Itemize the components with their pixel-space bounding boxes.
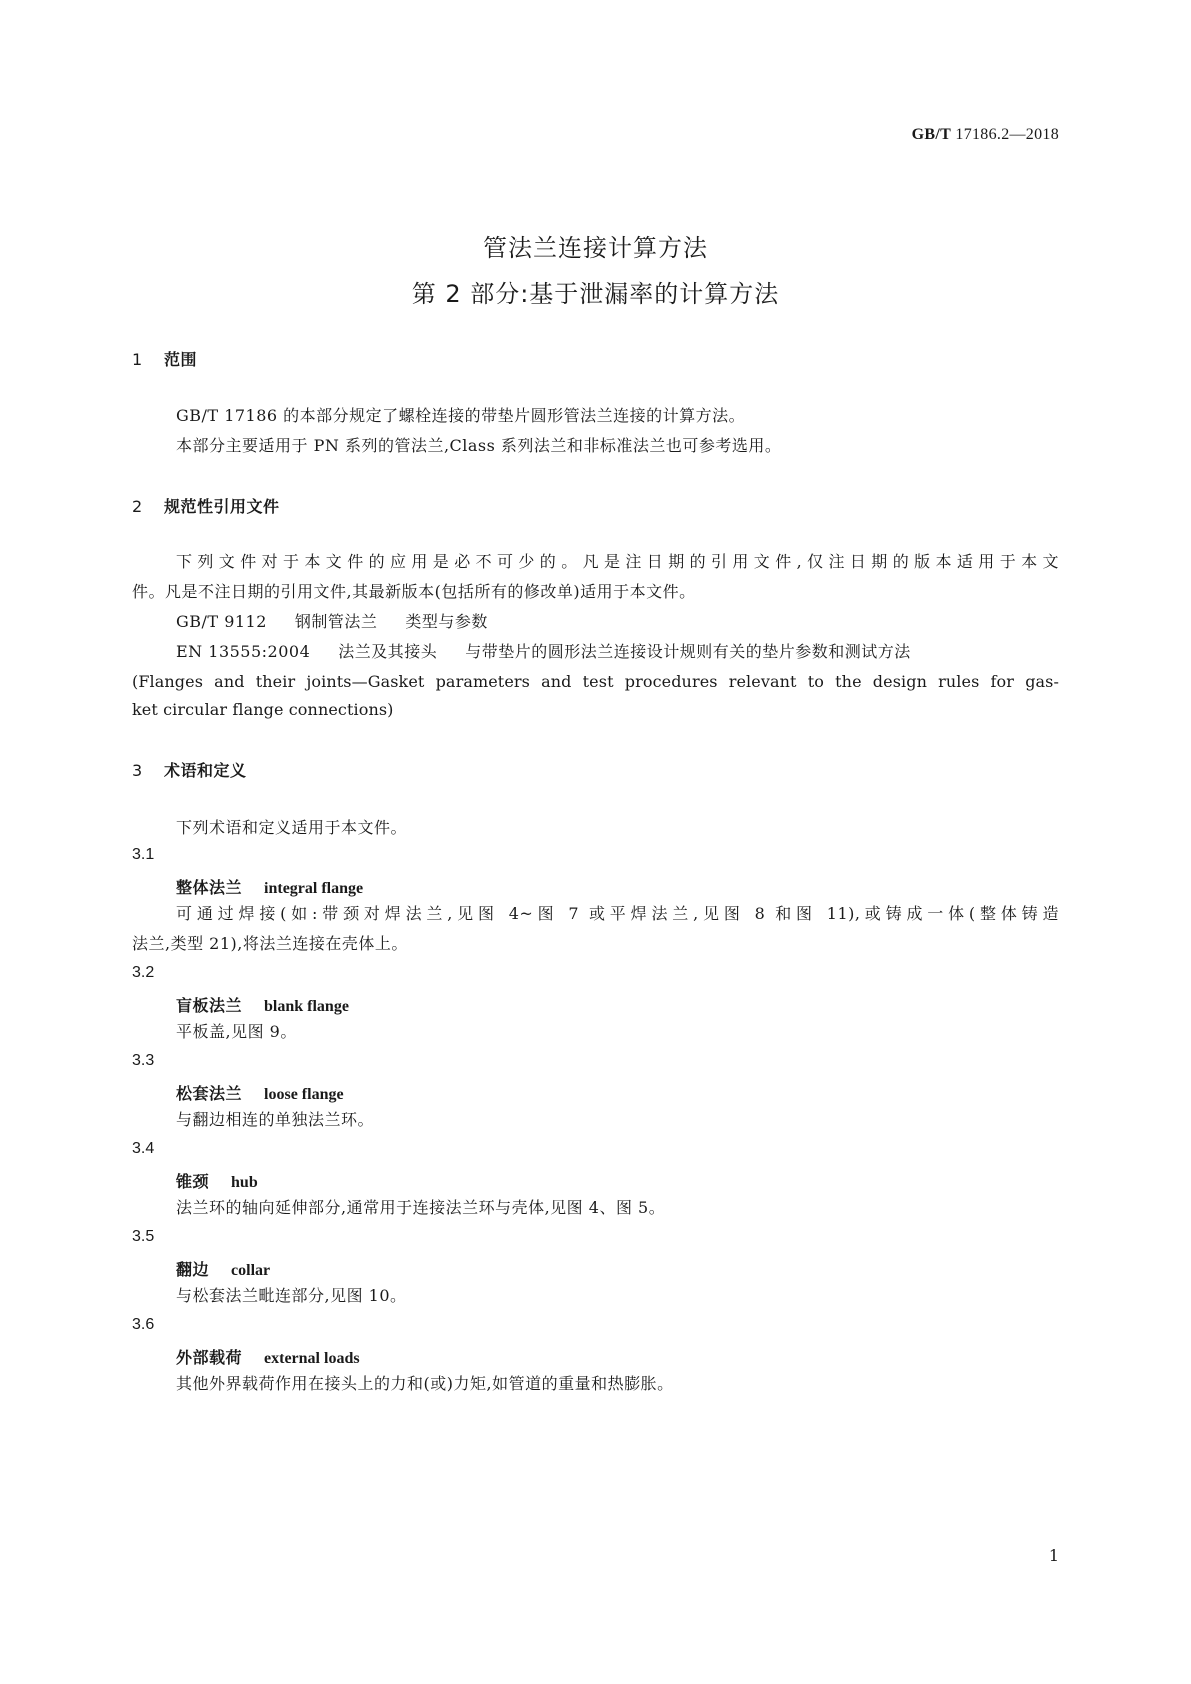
section-number: 3 xyxy=(132,761,143,780)
section-2-intro-line-1: 下列文件对于本文件的应用是必不可少的。凡是注日期的引用文件,仅注日期的版本适用于本文 xyxy=(176,552,1059,571)
term-chinese: 锥颈 xyxy=(176,1172,210,1191)
reference-title-a: 法兰及其接头 xyxy=(338,642,438,661)
term-heading xyxy=(176,1257,270,1280)
section-title: 规范性引用文件 xyxy=(164,497,280,516)
section-1-paragraph-1: GB/T 17186 的本部分规定了螺栓连接的带垫片圆形管法兰连接的计算方法。 xyxy=(176,406,746,425)
term-english: blank flange xyxy=(264,998,349,1015)
term-english: external loads xyxy=(264,1350,360,1367)
term-heading xyxy=(176,1081,344,1104)
term-english: integral flange xyxy=(264,880,364,897)
term-chinese: 松套法兰 xyxy=(176,1084,243,1103)
reference-gbt-9112 xyxy=(176,606,488,638)
term-chinese: 盲板法兰 xyxy=(176,996,243,1015)
term-definition: 法兰环的轴向延伸部分,通常用于连接法兰环与壳体,见图 4、图 5。 xyxy=(176,1198,666,1217)
reference-title-b: 与带垫片的圆形法兰连接设计规则有关的垫片参数和测试方法 xyxy=(465,642,911,661)
term-english: hub xyxy=(231,1174,258,1191)
document-title-line1: 管法兰连接计算方法 xyxy=(483,234,708,262)
section-2-intro-line-2: 件。凡是不注日期的引用文件,其最新版本(包括所有的修改单)适用于本文件。 xyxy=(132,582,696,601)
term-chinese: 外部载荷 xyxy=(176,1348,243,1367)
reference-code: EN 13555:2004 xyxy=(176,642,311,661)
page-number: 1 xyxy=(1048,1546,1059,1565)
term-definition: 平板盖,见图 9。 xyxy=(176,1022,297,1041)
term-number: 3.2 xyxy=(132,964,155,981)
term-chinese: 翻边 xyxy=(176,1260,210,1279)
term-chinese: 整体法兰 xyxy=(176,878,243,897)
term-definition-line-1: 可通过焊接(如:带颈对焊法兰,见图 4~图 7 或平焊法兰,见图 8 和图 11),或铸成一体(整体铸造 xyxy=(176,904,1059,923)
reference-en-title-line-2: ket circular flange connections) xyxy=(132,700,394,719)
term-heading xyxy=(176,993,349,1016)
term-english: collar xyxy=(231,1262,271,1279)
term-english: loose flange xyxy=(264,1086,344,1103)
reference-en-title-line-1: (Flanges and their joints—Gasket parameters and test procedures relevant to the design rules for gas- xyxy=(132,672,1059,691)
section-3-heading xyxy=(132,758,247,781)
term-definition: 其他外界载荷作用在接头上的力和(或)力矩,如管道的重量和热膨胀。 xyxy=(176,1374,674,1393)
reference-title-a: 钢制管法兰 xyxy=(294,612,378,631)
reference-title-b: 类型与参数 xyxy=(405,612,488,631)
term-definition: 与翻边相连的单独法兰环。 xyxy=(176,1110,375,1129)
section-number: 1 xyxy=(132,350,143,369)
section-1-heading xyxy=(132,347,197,370)
section-1-paragraph-2: 本部分主要适用于 PN 系列的管法兰,Class 系列法兰和非标准法兰也可参考选用。 xyxy=(176,436,782,455)
term-definition: 与松套法兰毗连部分,见图 10。 xyxy=(176,1286,407,1305)
term-definition-line-2: 法兰,类型 21),将法兰连接在壳体上。 xyxy=(132,934,408,953)
section-title: 术语和定义 xyxy=(164,761,247,780)
term-heading xyxy=(176,875,363,898)
section-number: 2 xyxy=(132,497,143,516)
term-heading xyxy=(176,1169,258,1192)
term-number: 3.1 xyxy=(132,846,155,863)
document-title-line2: 第 2 部分:基于泄漏率的计算方法 xyxy=(411,280,780,308)
term-number: 3.4 xyxy=(132,1140,155,1157)
term-number: 3.3 xyxy=(132,1052,155,1069)
term-number: 3.5 xyxy=(132,1228,155,1245)
term-number: 3.6 xyxy=(132,1316,155,1333)
term-heading xyxy=(176,1345,360,1368)
section-2-heading xyxy=(132,494,280,517)
standard-prefix: GB/T xyxy=(911,126,952,143)
section-3-intro: 下列术语和定义适用于本文件。 xyxy=(176,818,408,837)
standard-number: 17186.2—2018 xyxy=(955,126,1059,143)
section-title: 范围 xyxy=(164,350,198,369)
reference-en-13555 xyxy=(176,636,911,668)
page-header xyxy=(912,126,1059,144)
reference-code: GB/T 9112 xyxy=(176,612,267,631)
